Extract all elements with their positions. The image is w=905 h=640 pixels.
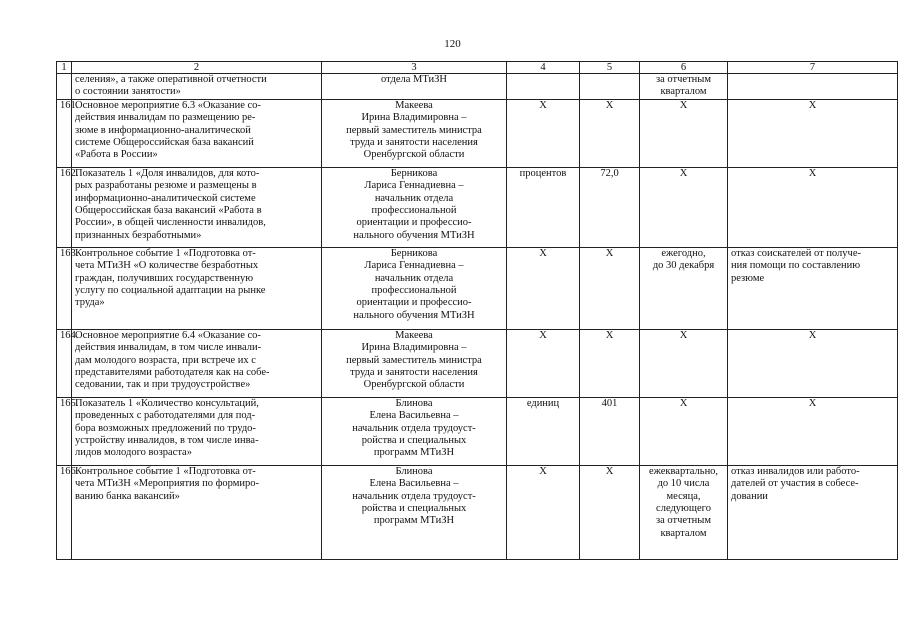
risk-cell: Х [728,167,898,247]
row-number-cell: 163. [57,247,72,329]
value-cell: Х [580,99,640,167]
risk-cell: Х [728,329,898,397]
row-number-cell: 161. [57,99,72,167]
deadline-cell: ежеквартально, до 10 числа месяца, следующего за отчетным кварталом [640,465,728,559]
row-number-cell: 162. [57,167,72,247]
responsible-person-cell: Блинова Елена Васильевна – начальник отдела трудоуст- ройства и специальных программ МТиЗН [322,397,507,465]
risk-cell: Х [728,397,898,465]
risk-cell: отказ соискателей от получе- ния помощи по составлению резюме [728,247,898,329]
deadline-cell: Х [640,99,728,167]
value-cell: 72,0 [580,167,640,247]
table-row [57,167,898,247]
measure-name-cell: Основное мероприятие 6.4 «Оказание со- действия инвалидам, в том числе инвали- дам молодого возраста, при встрече их с представителями работодателя как на собе- седовании, так и при трудоустройстве» [72,329,322,397]
row-number-cell: 165. [57,397,72,465]
risk-cell: отказ инвалидов или работо- дателей от участия в собесе- довании [728,465,898,559]
measure-name-cell: Контрольное событие 1 «Подготовка от- чета МТиЗН «О количестве безработных граждан, получивших государственную услугу по социальной адаптации на рынке труда» [72,247,322,329]
unit-cell: Х [507,465,580,559]
measures-table [56,61,898,560]
deadline-cell: за отчетным кварталом [640,74,728,100]
measure-name-cell: Контрольное событие 1 «Подготовка от- чета МТиЗН «Мероприятия по формиро- ванию банка вакансий» [72,465,322,559]
risk-cell [728,74,898,100]
table-row [57,329,898,397]
deadline-cell: Х [640,397,728,465]
deadline-cell: Х [640,167,728,247]
row-number-cell [57,74,72,100]
column-header: 4 [507,62,580,74]
table-row [57,247,898,329]
column-header: 6 [640,62,728,74]
row-number-cell: 164. [57,329,72,397]
responsible-person-cell: Макеева Ирина Владимировна – первый заместитель министра труда и занятости населения Оренбургской области [322,99,507,167]
table-row [57,99,898,167]
column-header: 2 [72,62,322,74]
risk-cell: Х [728,99,898,167]
table-row [57,74,898,100]
responsible-person-cell: Берникова Лариса Геннадиевна – начальник отдела профессиональной ориентации и профессио- нального обучения МТиЗН [322,167,507,247]
value-cell [580,74,640,100]
deadline-cell: ежегодно, до 30 декабря [640,247,728,329]
header-row [57,62,898,74]
deadline-cell: Х [640,329,728,397]
column-header: 5 [580,62,640,74]
responsible-person-cell: отдела МТиЗН [322,74,507,100]
value-cell: 401 [580,397,640,465]
table-row [57,465,898,559]
unit-cell [507,74,580,100]
measure-name-cell: Показатель 1 «Количество консультаций, проведенных с работодателями для под- бора возможных предложений по трудо- устройству инвалидов, в том числе инва- лидов молодого возраста» [72,397,322,465]
unit-cell: Х [507,329,580,397]
column-header: 7 [728,62,898,74]
responsible-person-cell: Макеева Ирина Владимировна – первый заместитель министра труда и занятости населения Оренбургской области [322,329,507,397]
measure-name-cell: Основное мероприятие 6.3 «Оказание со- действия инвалидам по размещению ре- зюме в информационно-аналитической системе Общероссийская база вакансий «Работа в России» [72,99,322,167]
unit-cell: единиц [507,397,580,465]
unit-cell: Х [507,247,580,329]
measure-name-cell: селения», а также оперативной отчетности о состоянии занятости» [72,74,322,100]
page-number: 120 [444,38,461,50]
responsible-person-cell: Берникова Лариса Геннадиевна – начальник отдела профессиональной ориентации и профессио- нального обучения МТиЗН [322,247,507,329]
column-header: 3 [322,62,507,74]
responsible-person-cell: Блинова Елена Васильевна – начальник отдела трудоуст- ройства и специальных программ МТиЗН [322,465,507,559]
value-cell: Х [580,465,640,559]
value-cell: Х [580,247,640,329]
measure-name-cell: Показатель 1 «Доля инвалидов, для кото- рых разработаны резюме и размещены в информационно-аналитической системе Общероссийская база вакансий «Работа в России», в общей численности инвалидов, признанных безработными» [72,167,322,247]
value-cell: Х [580,329,640,397]
column-header: 1 [57,62,72,74]
unit-cell: Х [507,99,580,167]
unit-cell: процентов [507,167,580,247]
row-number-cell: 166. [57,465,72,559]
table-row [57,397,898,465]
